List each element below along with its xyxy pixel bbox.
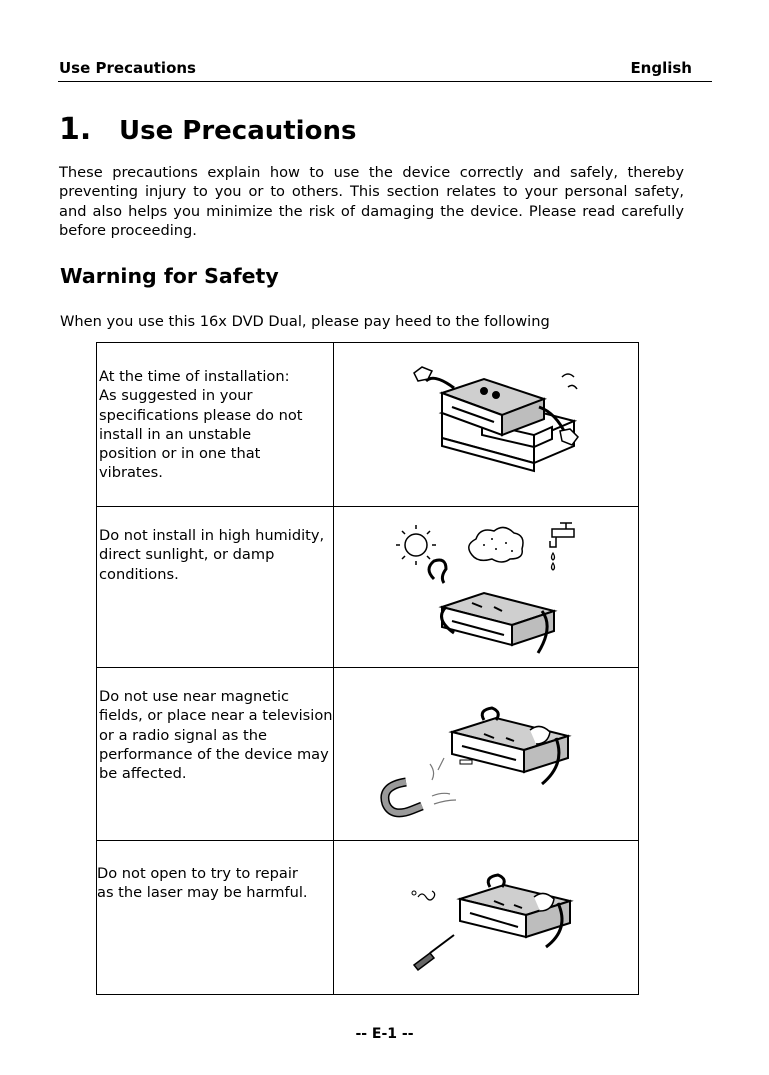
illustration-cell bbox=[334, 668, 639, 841]
warning-text: At the time of installation: As suggested in your specifications please do not install in an unstable position or in one that vibrates. bbox=[99, 368, 303, 482]
table-row bbox=[97, 507, 639, 668]
chapter-title: Use Precautions bbox=[119, 116, 357, 146]
illustration-cell bbox=[334, 343, 639, 507]
drive-on-books-icon bbox=[334, 343, 637, 505]
warning-text: Do not use near magnetic fields, or place near a television or a radio signal as the performance of the device may be affected. bbox=[99, 688, 333, 783]
warning-text-cell bbox=[97, 343, 334, 507]
warning-table bbox=[96, 342, 639, 995]
illustration-cell bbox=[334, 841, 639, 995]
page-header bbox=[58, 58, 712, 82]
illustration-cell bbox=[334, 507, 639, 668]
chapter-number: 1. bbox=[59, 112, 92, 147]
sun-cloud-tap-icon bbox=[334, 507, 637, 666]
warning-text-cell bbox=[97, 668, 334, 841]
table-row bbox=[97, 841, 639, 995]
table-row bbox=[97, 343, 639, 507]
warning-text: Do not install in high humidity, direct sunlight, or damp conditions. bbox=[99, 527, 325, 583]
magnet-icon bbox=[334, 668, 637, 839]
screwdriver-icon bbox=[334, 841, 637, 993]
warning-text: Do not open to try to repair as the laser may be harmful. bbox=[97, 865, 308, 902]
table-row bbox=[97, 668, 639, 841]
page-title bbox=[59, 112, 356, 147]
lead-sentence: When you use this 16x DVD Dual, please pay heed to the following bbox=[60, 313, 550, 330]
header-section-title: Use Precautions bbox=[59, 59, 196, 77]
header-language: English bbox=[630, 59, 692, 77]
intro-paragraph: These precautions explain how to use the device correctly and safely, thereby preventing injury to you or to others. This section relates to your personal safety, and also helps you minimize the risk of damaging the device. Please read carefully before proceeding. bbox=[59, 164, 684, 239]
page-number: -- E-1 -- bbox=[355, 1026, 414, 1042]
warning-text-cell bbox=[97, 841, 334, 995]
warning-text-cell bbox=[97, 507, 334, 668]
section-heading: Warning for Safety bbox=[60, 264, 279, 288]
